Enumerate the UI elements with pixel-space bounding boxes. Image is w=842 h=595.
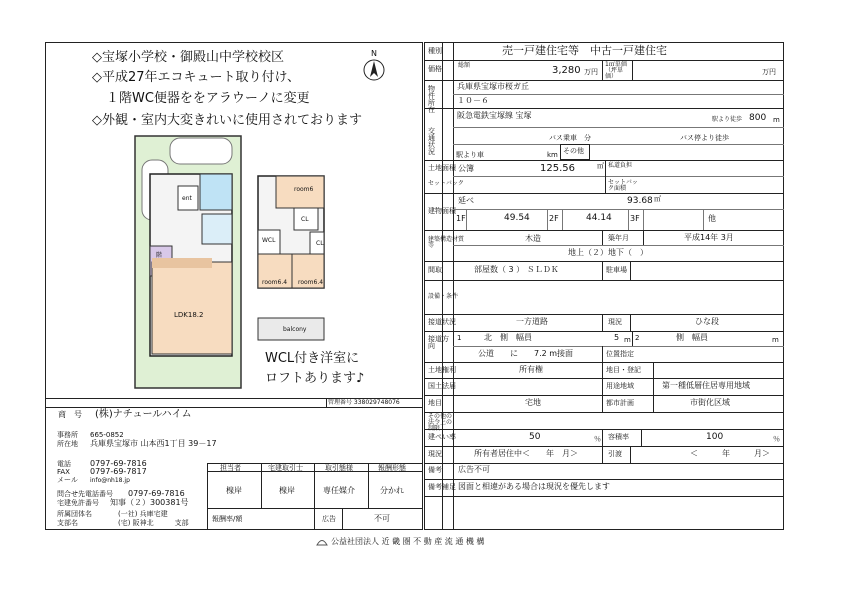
note-line-2: ロフトあります♪ [265,371,365,386]
current-label: 現況 [428,450,442,458]
room-room64b: room6.4 [298,279,324,286]
register-label: 地目・登記 [606,366,641,374]
type-value: 売一戸建住宅等 中古一戸建住宅 [502,44,667,57]
feature-line-1: ◇宝塚小学校・御殿山中学校校区 [92,50,284,65]
room-cl2: CL [316,240,324,247]
location-label: 物件所在 [428,85,435,114]
land-category-label: 地目 [428,399,442,407]
setback-area-label: セットバック面積 [608,179,638,192]
addr: 兵庫県宝塚市 山本西1丁目 39－17 [90,439,217,448]
dir-width: 5 [614,333,620,342]
current-value: 所有者居住中＜ 年 月＞ [474,449,578,458]
footer-org: 公益社団法人 近 畿 圏 不 動 産 流 通 機 構 [331,537,485,546]
other-label: その他 [563,147,584,155]
land-area-value: 125.56 [540,163,575,174]
assoc-label: 所属団体名 [57,510,92,518]
age-label: 築年月 [608,234,629,242]
office-label: 事務所 [57,431,78,439]
staff-value-0: 楾岸 [226,486,242,495]
direction-label: 接道方向 [428,335,449,350]
fax-label: FAX [57,468,70,476]
room-room64a: room6.4 [262,279,288,286]
staff-header-3: 報酬形態 [378,464,406,472]
floor1-value: 49.54 [504,213,530,223]
branch: (宅) 阪神北 支部 [118,519,189,527]
room-wcl: WCL [262,237,276,244]
remarks-label: 備考 [428,466,442,474]
price-value: 3,280 [552,65,581,76]
postal: 665-0852 [90,431,124,439]
other-limit-label: その他の法令上の制限 [428,413,453,432]
mail-label: メール [57,476,78,484]
position-label: 位置指定 [606,350,634,358]
station: 阪急電鉄宝塚線 宝塚 [457,111,532,120]
status-value: ひな段 [695,317,719,326]
license: 知事（２）300381号 [110,498,189,507]
location-2: １０－６ [457,96,489,105]
shogo-label: 商 号 [58,410,82,419]
total-label: 延べ [458,196,474,205]
setback-label: セットバック [428,180,464,187]
compass-icon [362,58,386,82]
compass-label: N [371,49,377,58]
walk-value: 800 [749,113,767,123]
fax: 0797-69-7817 [90,467,147,476]
layout-value: 部屋数（ 3 ） ＳＬＤＫ [474,265,559,274]
public-road: 公道 に 7.2 m接面 [478,349,574,358]
type-label: 種別 [428,47,442,55]
age-value: 平成14年 3月 [684,233,734,242]
staff-header-2: 取引態様 [325,464,353,472]
room-balcony: balcony [283,326,307,333]
room-ent: ent [182,195,192,202]
land-area-label: 土地面積 [428,164,456,172]
price-note: 1㎡単価（坪単価） [605,61,627,80]
staff-header-1: 宅建取引士 [268,464,303,472]
feature-line-2: ◇平成27年エコキュート取り付け、 [92,70,301,85]
association-logo-icon [316,538,328,547]
doc-no: 管理番号 338029748076 [328,399,400,406]
price-label: 価格 [428,65,442,73]
bcr-unit: ％ [594,435,601,443]
floors-value: 地上（２）地下（ ） [568,248,648,257]
far-value: 100 [706,432,724,442]
addr-label: 所在地 [57,440,78,448]
tel: 0797-69-7816 [90,459,147,468]
ad-label: 広告 [322,515,336,523]
remarks-value: 広告不可 [458,465,490,474]
dir-side: 北 側 幅員 [484,333,532,342]
branch-label: 支部名 [57,519,78,527]
road-label: 接道状況 [428,318,456,326]
price-unit2: 万円 [762,68,776,76]
land-unit: ㎡ [597,162,604,170]
bcr-value: 50 [529,432,541,442]
tel-label: 電話 [57,460,71,468]
land-area-type: 公簿 [458,164,474,173]
road-value: 一方道路 [516,317,548,326]
ad-value: 不可 [374,514,390,523]
room-room6: room6 [294,186,314,193]
staff-value-2: 専任媒介 [323,486,355,495]
parking-label: 駐車場 [606,266,627,274]
feature-line-4: ◇外観・室内大変きれいに使用されております [92,113,362,128]
layout-label: 間取 [428,266,442,274]
room-ldk: LDK18.2 [174,311,204,319]
staff-value-3: 分かれ [380,486,404,495]
dir-side2: 側 幅員 [676,333,708,342]
note-label: 備考補足 [428,483,456,491]
contact: 0797-69-7816 [128,489,185,498]
handover-label: 引渡 [608,450,622,458]
far-unit: ％ [773,435,780,443]
note-value: 図面と相違がある場合は現況を優先します [458,482,610,491]
structure-label: 建築構造材質等 [428,236,465,249]
room-cl1: CL [301,216,309,223]
room-stair: 階 [156,252,163,259]
reward-label: 報酬率/額 [212,515,243,523]
use-district-label: 用途地域 [606,382,634,390]
license-label: 宅建免許番号 [57,499,99,507]
assoc: (一社) 兵庫宅建 [118,510,168,518]
floor2-label: 2F [549,214,559,223]
building-area-label: 建物面積 [428,207,456,215]
floor1-label: 1F [456,214,466,223]
land-right-label: 土地権利 [428,366,456,374]
staff-value-1: 楾岸 [279,486,295,495]
private-road-label: 私道負担 [608,162,633,169]
dir-no2: 2 [635,334,640,342]
dir-no: 1 [457,334,462,342]
staff-header-0: 担当者 [220,464,241,472]
bus-stop-label: バス停より徒歩 [680,134,729,142]
land-category-value: 宅地 [525,398,541,407]
floor2-value: 44.14 [586,213,612,223]
national-law-label: 国土法届 [428,382,456,390]
shogo: (株)ナチュールハイム [95,409,192,420]
bus-label: バス乗車 分 [549,134,591,142]
far-label: 容積率 [608,433,629,441]
station-from-label: 駅より車 [456,151,484,159]
structure-value: 木造 [525,234,541,243]
price-unit: 万円 [584,68,598,76]
floor3-label: 3F [630,214,640,223]
walk-label: 駅より徒歩 [712,116,743,123]
bcr-label: 建ぺい率 [428,433,456,441]
land-right-value: 所有権 [519,365,543,374]
price-sub: 総額 [458,62,471,69]
dir-unit2: m [772,336,779,344]
status-label: 現況 [608,318,622,326]
km-label: km [547,151,558,159]
traffic-label: 交通状況 [428,127,435,156]
feature-line-3: １階WC便器ををアラウーノに変更 [106,91,310,106]
note-line-1: WCL付き洋室に [265,351,360,366]
building-unit: ㎡ [654,195,661,203]
handover-value: ＜ 年 月＞ [690,449,770,458]
dir-unit: m [624,336,631,344]
contact-label: 問合せ先電話番号 [57,490,113,498]
city-plan-value: 市街化区域 [690,398,730,407]
use-district-value: 第一種低層住居専用地域 [662,381,750,390]
walk-unit: m [773,116,780,124]
city-plan-label: 都市計画 [606,399,634,407]
total-value: 93.68 [627,196,653,206]
mail: info@nh18.jp [90,477,130,484]
location-1: 兵庫県宝塚市桜ガ丘 [457,82,529,91]
other-floor-label: 他 [708,214,716,223]
facility-label: 設備・条件 [428,293,459,300]
